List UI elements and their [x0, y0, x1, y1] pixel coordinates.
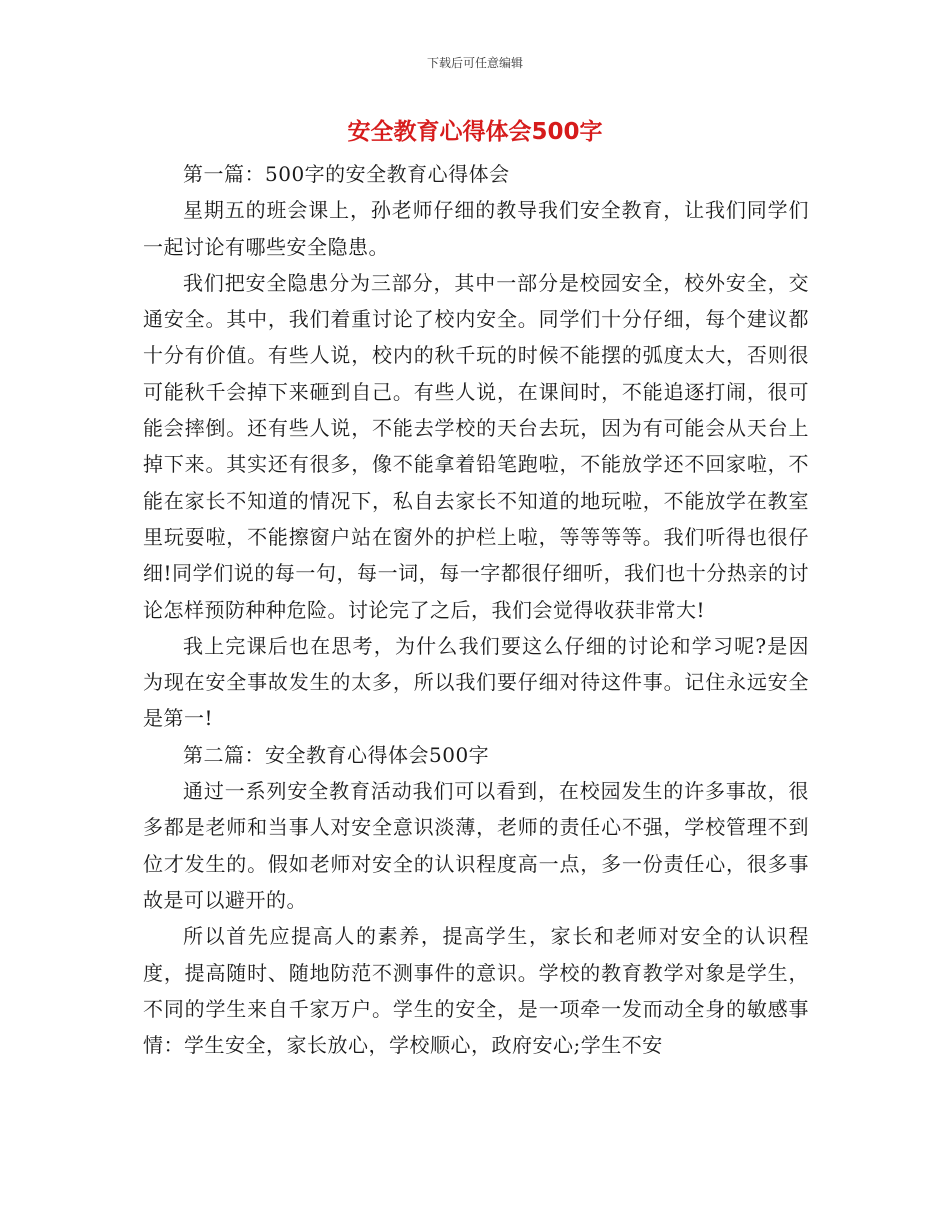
paragraph: 所以首先应提高人的素养，提高学生，家长和老师对安全的认识程度，提高随时、随地防范不测事件的意识。学校的教育教学对象是学生，不同的学生来自千家万户。学生的安全，是一项牵一发而动全身的敏感事情：学生安全，家长放心，学校顺心，政府安心;学生不安	[143, 924, 809, 1058]
section-heading-1: 第一篇：500字的安全教育心得体会	[183, 162, 510, 186]
document-title: 安全教育心得体会500字	[347, 119, 603, 145]
document-body	[143, 156, 809, 1063]
header-note: 下载后可任意编辑	[426, 56, 523, 70]
section-heading-2: 第二篇：安全教育心得体会500字	[183, 742, 490, 767]
paragraph: 通过一系列安全教育活动我们可以看到，在校园发生的许多事故，很多都是老师和当事人对安全意识淡薄，老师的责任心不强，学校管理不到位才发生的。假如老师对安全的认识程度高一点，多一份责任心，很多事故是可以避开的。	[143, 779, 809, 912]
paragraph: 我们把安全隐患分为三部分，其中一部分是校园安全，校外安全，交通安全。其中，我们着重讨论了校内安全。同学们十分仔细，每个建议都十分有价值。有些人说，校内的秋千玩的时候不能摆的弧度太大，否则很可能秋千会掉下来砸到自己。有些人说，在课间时，不能追逐打闹，很可能会摔倒。还有些人说，不能去学校的天台去玩，因为有可能会从天台上掉下来。其实还有很多，像不能拿着铅笔跑啦，不能放学还不回家啦，不能在家长不知道的情况下，私自去家长不知道的地玩啦，不能放学在教室里玩耍啦，不能擦窗户站在窗外的护栏上啦，等等等等。我们听得也很仔细!同学们说的每一句，每一词，每一字都很仔细听，我们也十分热亲的讨论怎样预防种种危险。讨论完了之后，我们会觉得收获非常大!	[143, 270, 809, 622]
paragraph: 我上完课后也在思考，为什么我们要这么仔细的讨论和学习呢?是因为现在安全事故发生的太多，所以我们要仔细对待这件事。记住永远安全是第一!	[143, 633, 809, 731]
paragraph: 星期五的班会课上，孙老师仔细的教导我们安全教育，让我们同学们一起讨论有哪些安全隐患。	[143, 198, 809, 259]
